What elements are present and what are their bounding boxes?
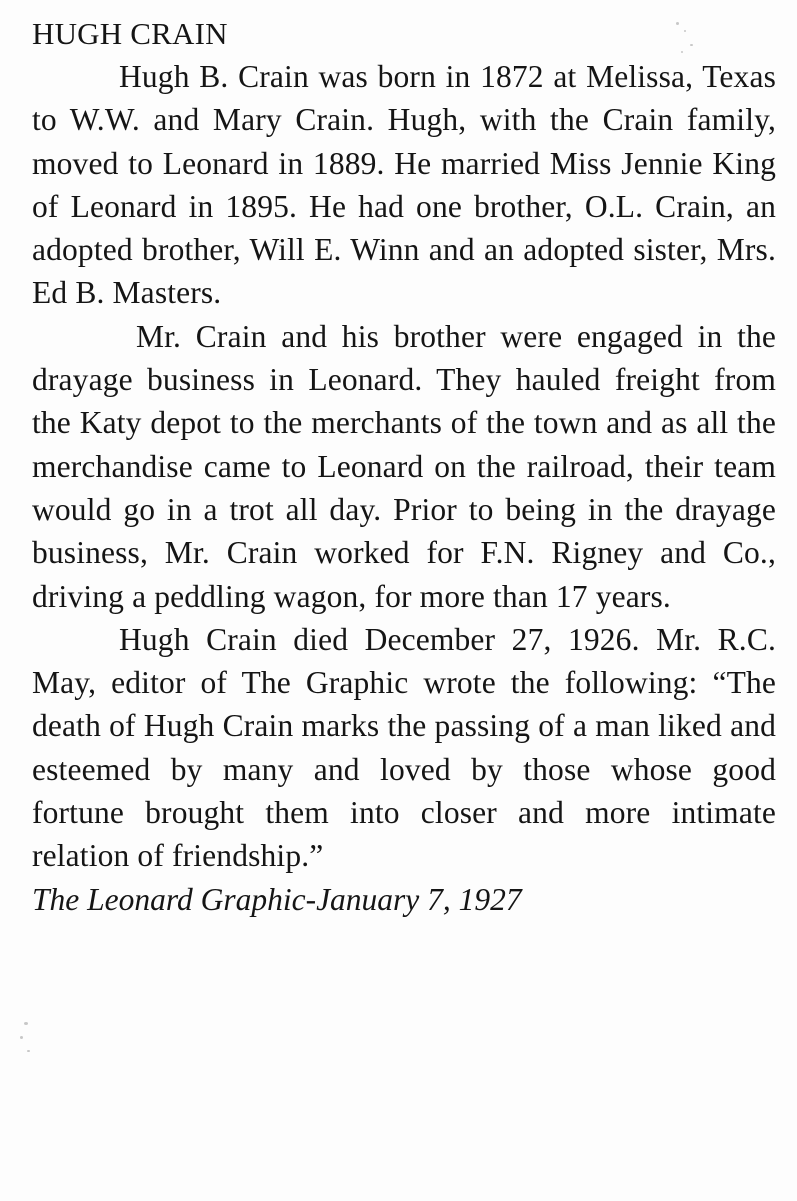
article-paragraph-birth-family: Hugh B. Crain was born in 1872 at Melissa, Texas to W.W. and Mary Crain. Hugh, with the Crain family, moved to Leonard in 1889. He married Miss Jennie King of Leonard in 1895. He had one brother, O.L. Crain, an adopted brother, Will E. Winn and an adopted sister, Mrs. Ed B. Masters. (32, 59, 776, 311)
scan-speck (20, 1036, 23, 1039)
article-title: HUGH CRAIN (32, 16, 228, 51)
article-source-citation: The Leonard Graphic-January 7, 1927 (32, 881, 522, 917)
article-paragraph-drayage-business: Mr. Crain and his brother were engaged in the drayage business in Leonard. They hauled freight from the Katy depot to the merchants of the town and as all the merchandise came to Leonard on the railroad, their team would go in a trot all day. Prior to being in the drayage business, Mr. Crain worked for F.N. Rigney and Co., driving a peddling wagon, for more than 17 years. (32, 318, 776, 614)
scan-speck (24, 1022, 28, 1025)
article-paragraph-death-tribute: Hugh Crain died December 27, 1926. Mr. R.C. May, editor of The Graphic wrote the following: “The death of Hugh Crain marks the passing of a man liked and esteemed by many and loved by those whose good fortune brought them into closer and more intimate relation of friendship.” (32, 621, 776, 874)
article (32, 12, 776, 921)
scan-speck (27, 1050, 30, 1052)
